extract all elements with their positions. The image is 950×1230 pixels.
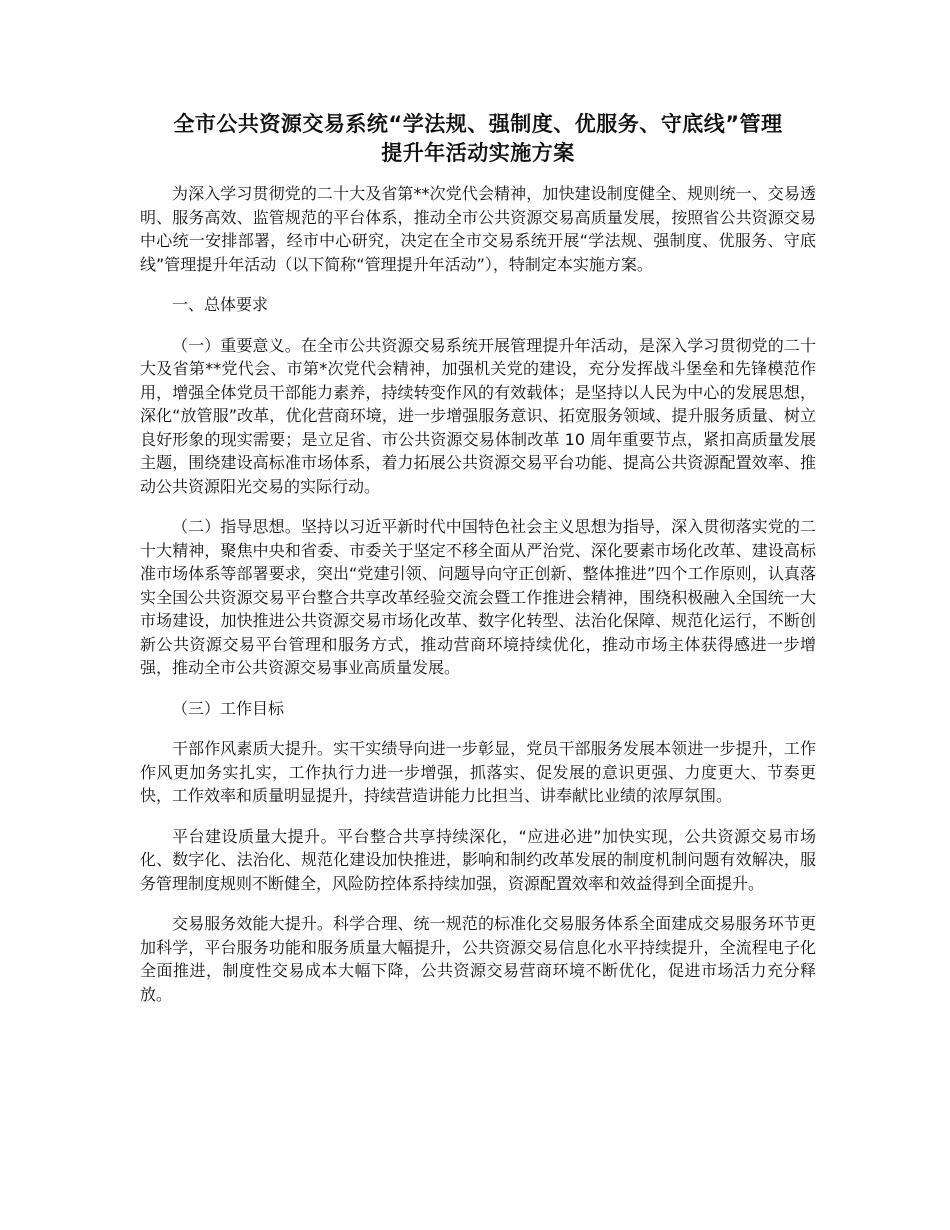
document-title [140,110,816,168]
document-title-line-2: 提升年活动实施方案 [381,141,575,165]
intro-paragraph: 为深入学习贯彻党的二十大及省第**次党代会精神，加快建设制度健全、规则统一、交易透明、服务高效、监管规范的平台体系，推动全市公共资源交易高质量发展，按照省公共资源交易中心统一安排部署，经市中心研究，决定在全市交易系统开展“学法规、强制度、优服务、守底线”管理提升年活动（以下简称“管理提升年活动”），特制定本实施方案。 [140,184,816,274]
paragraph-guiding-ideology: （二）指导思想。坚持以习近平新时代中国特色社会主义思想为指导，深入贯彻落实党的二十大精神，聚焦中央和省委、市委关于坚定不移全面从严治党、深化要素市场化改革、建设高标准市场体系等部署要求，突出“党建引领、问题导向守正创新、整体推进”四个工作原则，认真落实全国公共资源交易平台整合共享改革经验交流会暨工作推进会精神，围绕积极融入全国统一大市场建设，加快推进公共资源交易市场化改革、数字化转型、法治化保障、规范化运行，不断创新公共资源交易平台管理和服务方式，推动营商环境持续优化，推动市场主体获得感进一步增强，推动全市公共资源交易事业高质量发展。 [140,517,816,677]
document-title-line-1: 全市公共资源交易系统“学法规、强制度、优服务、守底线”管理 [173,112,783,136]
document-body [140,110,816,1023]
paragraph-goal-cadre-style: 干部作风素质大提升。实干实绩导向进一步彰显，党员干部服务发展本领进一步提升，工作作风更加务实扎实，工作执行力进一步增强，抓落实、促发展的意识更强、力度更大、节奏更快，工作效率和质量明显提升，持续营造讲能力比担当、讲奉献比业绩的浓厚氛围。 [140,739,816,805]
section-heading-overall-requirements: 一、总体要求 [172,295,269,314]
subheading-work-goals: （三）工作目标 [172,698,285,718]
paragraph-significance: （一）重要意义。在全市公共资源交易系统开展管理提升年活动，是深入学习贯彻党的二十大及省第**党代会、市第*次党代会精神，加强机关党的建设，充分发挥战斗堡垒和先锋模范作用，增强全体党员干部能力素养，持续转变作风的有效载体；是坚持以人民为中心的发展思想，深化“放管服”改革，优化营商环境，进一步增强服务意识、拓宽服务领域、提升服务质量、树立良好形象的现实需要；是立足省、市公共资源交易体制改革 10 周年重要节点，紧扣高质量发展主题，围绕建设高标准市场体系，着力拓展公共资源交易平台功能、提高公共资源配置效率、推动公共资源阳光交易的实际行动。 [140,335,816,496]
paragraph-goal-platform-construction: 平台建设质量大提升。平台整合共享持续深化，“应进必进”加快实现，公共资源交易市场化、数字化、法治化、规范化建设加快推进，影响和制约改革发展的制度机制问题有效解决，服务管理制度规则不断健全，风险防控体系持续加强，资源配置效率和效益得到全面提升。 [140,826,816,893]
paragraph-goal-service-efficiency: 交易服务效能大提升。科学合理、统一规范的标准化交易服务体系全面建成交易服务环节更加科学，平台服务功能和服务质量大幅提升，公共资源交易信息化水平持续提升，全流程电子化全面推进，制度性交易成本大幅下降，公共资源交易营商环境不断优化，促进市场活力充分释放。 [140,914,816,1004]
